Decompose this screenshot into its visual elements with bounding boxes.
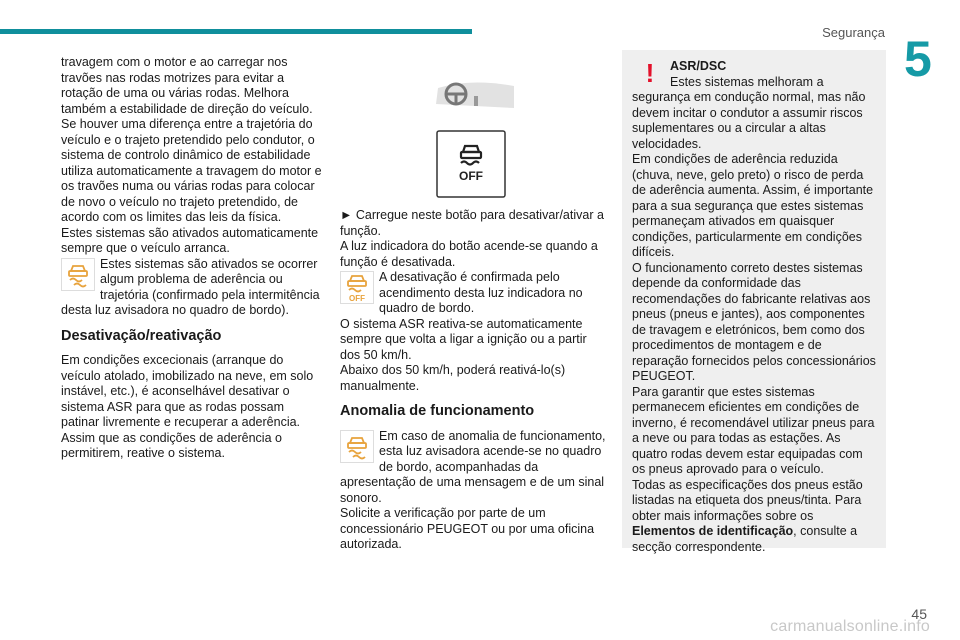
watermark: carmanualsonline.info [770, 618, 930, 635]
paragraph: Em caso de anomalia de funcionamento, esta luz avisadora acende-se no quadro de bordo, acompanhadas da apresentação de uma mensagem e de um sinal sonoro. [340, 428, 606, 505]
paragraph: ► Carregue neste botão para desativar/ativar a função. [340, 208, 604, 238]
paragraph: O funcionamento correto destes sistemas depende da conformidade das recomendações do fabricante relativas aos pneus (pneus e jantes), aos componentes de travagem e eletrónicos, bem como dos procedimentos de montagem e de reparação fornecidos pelos concessionários PEUGEOT. [632, 260, 876, 383]
paragraph: Em condições excecionais (arranque do veículo atolado, imobilizado na neve, em solo instável, etc.), é aconselhável desativar o sistema ASR para que as rodas possam patinar livremente e recuperar a aderência. [61, 353, 314, 429]
paragraph: Estes sistemas são ativados se ocorrer algum problema de aderência ou trajetória (confirmado pela intermitência desta luz avisadora no quadro de bordo). [61, 256, 320, 317]
warning-icon: ! [645, 58, 655, 88]
section-heading: Anomalia de funcionamento [340, 403, 535, 419]
column-2 [340, 208, 608, 553]
header-accent-bar [0, 29, 472, 34]
chapter-number: 5 [904, 31, 932, 87]
paragraph: Assim que as condições de aderência o permitirem, reative o sistema. [61, 430, 282, 460]
paragraph: Em condições de aderência reduzida (chuva, neve, gelo preto) o risco de perda de aderência aumenta. Assim, é importante para a sua segurança que estes sistemas permaneçam ativados em quaisquer condições, particularmente em condições difíceis. [632, 152, 874, 259]
paragraph: Se houver uma diferença entre a trajetória do veículo e o trajeto pretendido pelo condutor, o sistema de controlo dinâmico de estabilidade utiliza automaticamente a travagem do motor e os travões numa ou várias rodas para colocar de novo o veículo no trajeto pretendido, de acordo com os limites das leis da física. [61, 117, 322, 224]
paragraph: Abaixo dos 50 km/h, poderá reativá-lo(s) manualmente. [340, 363, 566, 393]
button-off-label: OFF [459, 169, 483, 183]
page-number: 45 [911, 606, 927, 622]
section-title: Segurança [822, 25, 885, 40]
indicator-paragraph [340, 429, 608, 507]
paragraph: Estes sistemas melhoram a segurança em condução normal, mas não devem incitar o condutor a assumir riscos suplementares ou a circular a altas velocidades. [632, 74, 866, 151]
esp-skid-icon [61, 258, 95, 291]
svg-text:OFF: OFF [349, 294, 365, 303]
text-span: Todas as especificações dos pneus estão listadas na etiqueta dos pneus/tinta. Para obter mais informações sobre os [632, 477, 863, 523]
paragraph [632, 478, 878, 556]
warning-title: ASR/DSC [670, 59, 727, 73]
paragraph: A luz indicadora do botão acende-se quando a função é desativada. [340, 239, 598, 269]
paragraph: Estes sistemas são ativados automaticamente sempre que o veículo arranca. [61, 225, 319, 255]
paragraph: travagem com o motor e ao carregar nos travões nas rodas motrizes para evitar a rotação de uma ou várias rodas. Melhora também a estabilidade de direção do veículo. [61, 55, 313, 116]
steering-wheel-icon [430, 76, 516, 112]
indicator-paragraph [340, 270, 608, 317]
paragraph: A desativação é confirmada pelo acendimento desta luz indicadora no quadro de bordo. [379, 270, 583, 315]
paragraph: Para garantir que estes sistemas permanecem eficientes em condições de inverno, é recomendável utilizar pneus para a neve ou para todas as estações. As quatro rodas devem estar equipadas com os pneus aprovado para o veículo. [632, 384, 875, 476]
esp-off-icon [340, 271, 374, 304]
indicator-paragraph [61, 257, 323, 319]
paragraph: O sistema ASR reativa-se automaticamente sempre que volta a ligar a ignição ou a partir dos 50 km/h. [340, 316, 587, 362]
column-1 [61, 55, 323, 462]
esp-skid-icon [340, 430, 374, 463]
cross-reference: Elementos de identificação [632, 524, 794, 538]
esp-off-button-icon [436, 130, 506, 198]
paragraph: Solicite a verificação por parte de um concessionário PEUGEOT ou por uma oficina autorizada. [340, 506, 595, 551]
warning-box [622, 50, 886, 554]
section-heading: Desativação/reativação [61, 327, 222, 344]
text-span: , consulte a secção correspondente. [632, 524, 858, 554]
